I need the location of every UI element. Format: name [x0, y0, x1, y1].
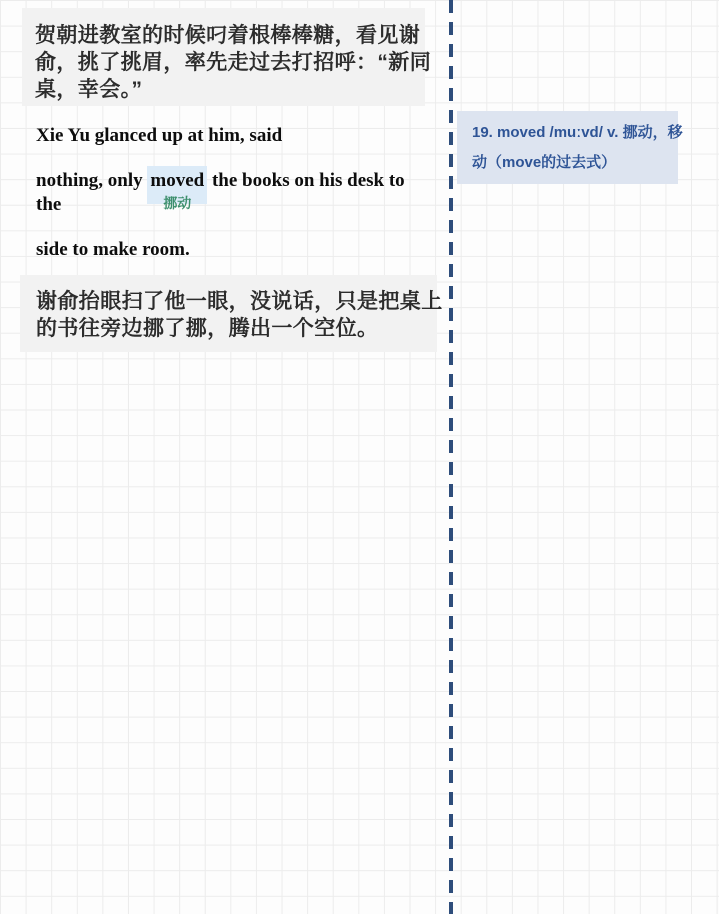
english-paragraph-2-line1	[36, 166, 405, 211]
vocab-note-line: 19. moved /muːvd/ v. 挪动，移	[472, 124, 683, 141]
english-paragraph-1	[36, 124, 282, 148]
english-paragraph-3-text: side to make room.	[36, 239, 190, 260]
english-paragraph-2	[36, 169, 456, 217]
english-paragraph-1-text: Xie Yu glanced up at him, said	[36, 125, 283, 146]
chinese-paragraph-2	[20, 275, 443, 352]
chinese-paragraph-1	[22, 8, 432, 106]
english-text-after-word: the books on his desk to	[207, 170, 405, 191]
english-text-before-word: nothing, only	[36, 170, 148, 191]
chinese-paragraph-1-line: 桌，幸会。”	[35, 78, 143, 101]
highlighted-word-text: moved	[150, 170, 205, 191]
chinese-paragraph-1-line: 贺朝进教室的时候叼着根棒棒糖，看见谢	[35, 24, 421, 47]
chinese-paragraph-1-line: 俞，挑了挑眉，率先走过去打招呼：“新同	[35, 51, 432, 74]
vocab-note-card[interactable]	[457, 111, 683, 184]
highlighted-word-moved[interactable]	[147, 166, 207, 211]
dashed-section-divider	[449, 0, 453, 914]
chinese-paragraph-2-line: 谢俞抬眼扫了他一眼，没说话，只是把桌上	[36, 290, 443, 313]
chinese-paragraph-2-line: 的书往旁边挪了挪，腾出一个空位。	[36, 317, 379, 340]
word-annotation-chinese: 挪动	[163, 195, 192, 211]
english-paragraph-3	[36, 238, 190, 262]
english-paragraph-2-line2: the	[36, 194, 62, 215]
vocab-note-line: 动（move的过去式）	[472, 154, 617, 171]
